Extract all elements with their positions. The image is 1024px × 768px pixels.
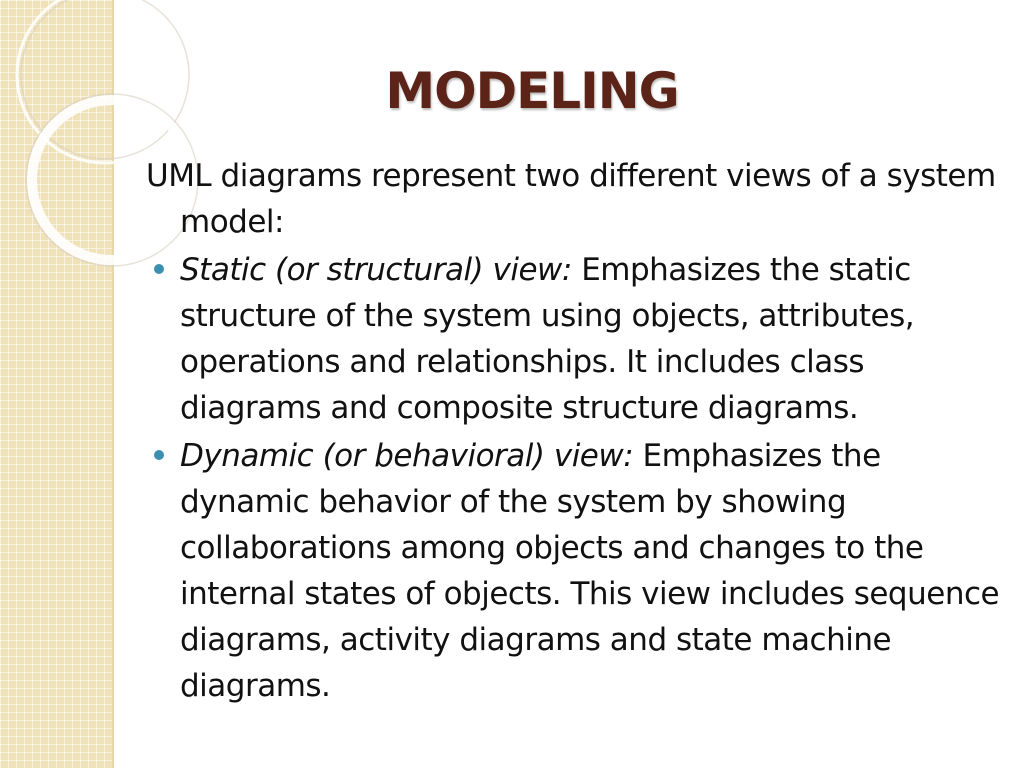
- bullet-dot-icon: [154, 450, 164, 460]
- bullet-text: Emphasizes the static structure of the system using objects, attributes, operations and relationships. It includes class diagrams and composite structure diagrams.: [180, 252, 915, 426]
- intro-text: UML diagrams represent two different views of a system model:: [146, 158, 996, 240]
- slide-body: [146, 153, 1014, 711]
- slide-title: MODELING: [385, 62, 679, 120]
- bullet-item-dynamic-view: [146, 433, 1014, 709]
- bullet-term: Dynamic (or behavioral) view:: [180, 438, 643, 474]
- bullet-term: Static (or structural) view:: [180, 252, 582, 288]
- bullet-text: Emphasizes the dynamic behavior of the system by showing collaborations among objects and changes to the internal states of objects. This view includes sequence diagrams, activity diagrams and state machine diagrams.: [180, 438, 1000, 704]
- bullet-dot-icon: [154, 264, 164, 274]
- bullet-item-static-view: [146, 247, 1014, 431]
